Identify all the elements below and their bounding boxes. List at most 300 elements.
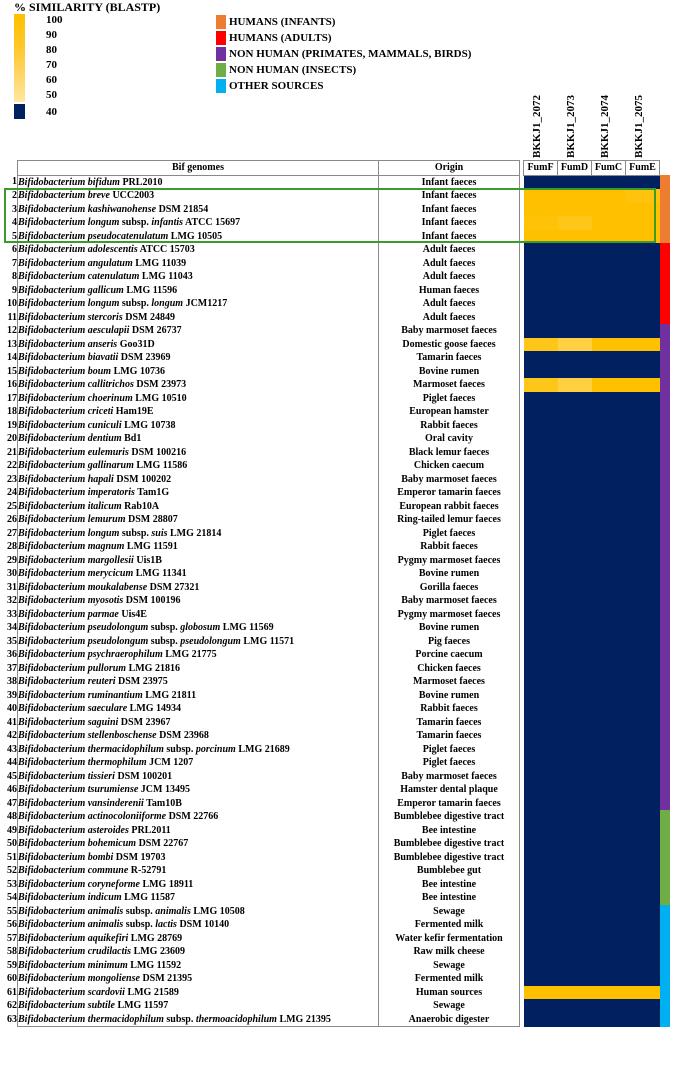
heatmap-cell bbox=[558, 284, 592, 298]
heatmap-cell bbox=[524, 567, 558, 581]
heatmap-cell bbox=[524, 486, 558, 500]
heatmap-cell bbox=[558, 297, 592, 311]
heatmap-cell bbox=[592, 270, 626, 284]
genome-origin: Bumblebee digestive tract bbox=[379, 810, 520, 824]
genome-strain: JCM 1207 bbox=[149, 757, 194, 768]
genome-species: Bifidobacterium pseudocatenulatum bbox=[18, 230, 169, 242]
genome-name bbox=[18, 905, 379, 919]
heatmap-cell bbox=[558, 554, 592, 568]
genome-name bbox=[18, 473, 379, 487]
table-row bbox=[3, 1013, 670, 1027]
row-number: 5 bbox=[12, 230, 17, 242]
genome-origin: Marmoset faeces bbox=[379, 675, 520, 689]
heatmap-cell bbox=[558, 432, 592, 446]
genome-origin: Sewage bbox=[379, 905, 520, 919]
genome-strain: DSM 23975 bbox=[118, 676, 168, 687]
genome-name bbox=[18, 527, 379, 541]
genome-species: Bifidobacterium parmae bbox=[18, 608, 119, 620]
heatmap-cell bbox=[626, 864, 660, 878]
genome-strain: DSM 100216 bbox=[131, 446, 187, 458]
table-row bbox=[3, 635, 670, 649]
genome-origin: Emperor tamarin faeces bbox=[379, 797, 520, 811]
genome-species: Bifidobacterium minimum bbox=[18, 959, 128, 971]
highlight-box bbox=[4, 188, 656, 243]
genome-strain: Ham19E bbox=[115, 406, 154, 417]
table-row bbox=[3, 878, 670, 892]
heatmap-cell bbox=[524, 783, 558, 797]
heatmap-cell bbox=[592, 662, 626, 676]
row-number: 58 bbox=[7, 946, 17, 957]
row-number: 51 bbox=[7, 851, 17, 863]
genome-strain: R-52791 bbox=[130, 865, 167, 876]
genome-name bbox=[18, 986, 379, 1000]
genome-name bbox=[18, 837, 379, 851]
heatmap-cell bbox=[626, 729, 660, 743]
heatmap-cell bbox=[592, 567, 626, 581]
genome-name bbox=[18, 662, 379, 676]
genome-origin: Infant faeces bbox=[379, 189, 520, 203]
heatmap-cell bbox=[626, 419, 660, 433]
genome-species: Bifidobacterium gallinarum bbox=[18, 460, 134, 471]
heatmap-cell bbox=[524, 608, 558, 622]
heatmap-cell bbox=[592, 446, 626, 460]
genome-name bbox=[18, 972, 379, 986]
genome-species: longum bbox=[151, 298, 184, 309]
genome-subsp: subsp. bbox=[166, 1013, 194, 1025]
genome-species: Bifidobacterium adolescentis bbox=[18, 244, 138, 255]
heatmap-cell bbox=[626, 324, 660, 338]
group-color-cell bbox=[660, 918, 671, 932]
genome-name bbox=[18, 581, 379, 595]
genome-name bbox=[18, 675, 379, 689]
heatmap-cell bbox=[592, 540, 626, 554]
heatmap-cell bbox=[524, 540, 558, 554]
row-number: 62 bbox=[7, 1000, 17, 1011]
heatmap-cell bbox=[592, 878, 626, 892]
genome-origin: Bumblebee digestive tract bbox=[379, 851, 520, 865]
table-row bbox=[3, 959, 670, 973]
genome-strain: LMG 28769 bbox=[130, 932, 183, 944]
heatmap-cell bbox=[592, 594, 626, 608]
genome-genus: Bifidobacterium pseudolongum bbox=[18, 635, 149, 647]
genome-origin: Gorilla faeces bbox=[379, 581, 520, 595]
heatmap-cell bbox=[558, 351, 592, 365]
row-number: 46 bbox=[7, 784, 17, 795]
genome-strain: LMG 10508 bbox=[193, 905, 245, 917]
heatmap-cell bbox=[524, 324, 558, 338]
genome-name bbox=[18, 932, 379, 946]
row-number: 61 bbox=[7, 986, 17, 998]
heatmap-cell bbox=[626, 891, 660, 905]
row-number: 30 bbox=[7, 568, 17, 579]
heatmap-cell bbox=[524, 297, 558, 311]
heatmap-cell bbox=[592, 500, 626, 514]
genome-species: Bifidobacterium saeculare bbox=[18, 703, 128, 714]
row-number: 4 bbox=[12, 217, 17, 228]
heatmap-cell bbox=[558, 756, 592, 770]
table-row bbox=[3, 554, 670, 568]
heatmap-cell bbox=[626, 284, 660, 298]
heatmap-cell bbox=[626, 473, 660, 487]
genome-subsp: subsp. bbox=[125, 919, 153, 930]
genome-subsp: subsp. bbox=[150, 622, 178, 633]
heatmap-cell bbox=[524, 459, 558, 473]
table-header bbox=[3, 161, 670, 176]
genome-origin: Fermented milk bbox=[379, 972, 520, 986]
genome-origin: European hamster bbox=[379, 405, 520, 419]
genome-name bbox=[18, 297, 379, 311]
genome-subsp: subsp. bbox=[121, 298, 149, 309]
row-number: 6 bbox=[12, 244, 17, 255]
heatmap-cell bbox=[558, 270, 592, 284]
heatmap-cell bbox=[524, 581, 558, 595]
genome-species: Bifidobacterium bombi bbox=[18, 851, 114, 863]
group-color-cell bbox=[660, 675, 671, 689]
heatmap-cell bbox=[558, 324, 592, 338]
heatmap-cell bbox=[592, 999, 626, 1013]
genome-species: thermoacidophilum bbox=[195, 1013, 277, 1025]
heatmap-cell bbox=[558, 446, 592, 460]
heatmap-cell bbox=[592, 392, 626, 406]
row-number: 9 bbox=[12, 284, 17, 296]
table-body bbox=[3, 175, 670, 1027]
heatmap-cell bbox=[558, 405, 592, 419]
heatmap-cell bbox=[626, 311, 660, 325]
genome-strain: LMG 21689 bbox=[238, 743, 290, 755]
genome-species: Bifidobacterium hapali bbox=[18, 473, 114, 485]
table-row bbox=[3, 486, 670, 500]
row-number: 13 bbox=[7, 338, 17, 350]
genome-origin: Bee intestine bbox=[379, 878, 520, 892]
heatmap-cell bbox=[558, 743, 592, 757]
table-row bbox=[3, 608, 670, 622]
heatmap-cell bbox=[524, 851, 558, 865]
genome-origin: Baby marmoset faeces bbox=[379, 473, 520, 487]
heatmap-cell bbox=[592, 311, 626, 325]
genome-strain: Uis4E bbox=[121, 608, 147, 620]
heatmap-cell bbox=[592, 621, 626, 635]
heatmap-cell bbox=[558, 540, 592, 554]
heatmap-cell bbox=[626, 878, 660, 892]
heatmap-cell bbox=[524, 662, 558, 676]
heatmap-cell bbox=[524, 729, 558, 743]
heatmap-cell bbox=[626, 702, 660, 716]
group-color-cell bbox=[660, 500, 671, 514]
group-color-cell bbox=[660, 270, 671, 284]
genome-species: Bifidobacterium stellenboschense bbox=[18, 730, 157, 741]
row-number: 55 bbox=[7, 905, 17, 917]
row-number: 34 bbox=[7, 622, 17, 633]
heatmap-cell bbox=[592, 702, 626, 716]
heatmap-cell bbox=[524, 446, 558, 460]
genome-subsp: subsp. bbox=[125, 905, 153, 917]
genome-species: Bifidobacterium stercoris bbox=[18, 311, 123, 323]
row-number: 45 bbox=[7, 770, 17, 782]
genome-origin: Sewage bbox=[379, 959, 520, 973]
group-color-cell bbox=[660, 999, 671, 1013]
genome-origin: Sewage bbox=[379, 999, 520, 1013]
genome-name bbox=[18, 567, 379, 581]
heatmap-cell bbox=[558, 392, 592, 406]
row-number: 31 bbox=[7, 581, 17, 593]
table-row bbox=[3, 743, 670, 757]
genome-origin: Baby marmoset faeces bbox=[379, 324, 520, 338]
genome-name bbox=[18, 378, 379, 392]
genome-name bbox=[18, 783, 379, 797]
heatmap-cell bbox=[524, 756, 558, 770]
genome-origin: Oral cavity bbox=[379, 432, 520, 446]
genome-strain: DSM 23969 bbox=[120, 352, 171, 363]
heatmap-cell bbox=[592, 473, 626, 487]
genome-name bbox=[18, 648, 379, 662]
genome-strain: DSM 100196 bbox=[125, 595, 181, 606]
heatmap-cell bbox=[626, 797, 660, 811]
row-number: 8 bbox=[12, 271, 17, 282]
heatmap-cell bbox=[524, 473, 558, 487]
genome-name bbox=[18, 324, 379, 338]
group-color-cell bbox=[660, 203, 671, 217]
genome-strain: JCM1217 bbox=[185, 298, 228, 309]
genome-strain: LMG 11592 bbox=[130, 959, 182, 971]
heatmap-cell bbox=[524, 270, 558, 284]
group-color-cell bbox=[660, 513, 671, 527]
heatmap-cell bbox=[524, 311, 558, 325]
heatmap-cell bbox=[558, 810, 592, 824]
heatmap-cell bbox=[558, 257, 592, 271]
genome-name bbox=[18, 459, 379, 473]
heatmap-cell bbox=[626, 581, 660, 595]
genome-origin: Piglet faeces bbox=[379, 527, 520, 541]
heatmap-cell bbox=[524, 419, 558, 433]
genome-strain: Goo31D bbox=[119, 338, 155, 350]
genome-name bbox=[18, 257, 379, 271]
genome-strain: LMG 10505 bbox=[170, 230, 223, 242]
genome-origin: Human faeces bbox=[379, 284, 520, 298]
heatmap-cell bbox=[626, 945, 660, 959]
header-gene-3: FumE bbox=[626, 161, 660, 176]
row-number: 15 bbox=[7, 365, 17, 377]
genome-strain: ATCC 15703 bbox=[139, 244, 195, 255]
heatmap-cell bbox=[592, 945, 626, 959]
group-color-cell bbox=[660, 486, 671, 500]
heatmap-cell bbox=[558, 702, 592, 716]
table-row bbox=[3, 986, 670, 1000]
group-color-cell bbox=[660, 729, 671, 743]
heatmap-cell bbox=[592, 851, 626, 865]
group-color-cell bbox=[660, 608, 671, 622]
heatmap-cell bbox=[524, 743, 558, 757]
genome-name bbox=[18, 500, 379, 514]
genome-species: suis bbox=[151, 527, 168, 539]
heatmap-cell bbox=[524, 891, 558, 905]
heatmap-cell bbox=[558, 999, 592, 1013]
group-color-cell bbox=[660, 743, 671, 757]
genome-origin: Tamarin faeces bbox=[379, 729, 520, 743]
genome-name bbox=[18, 689, 379, 703]
heatmap-cell bbox=[592, 756, 626, 770]
genome-strain: Tam1G bbox=[137, 487, 170, 498]
heatmap-cell bbox=[558, 824, 592, 838]
heatmap-cell bbox=[592, 554, 626, 568]
strain-label: BKKJ1_2074 bbox=[599, 95, 611, 158]
genome-strain: DSM 10140 bbox=[179, 919, 230, 930]
heatmap-cell bbox=[524, 959, 558, 973]
heatmap-cell bbox=[626, 635, 660, 649]
genome-origin: Adult faeces bbox=[379, 270, 520, 284]
genome-subsp: subsp. bbox=[121, 527, 149, 539]
row-number: 40 bbox=[7, 703, 17, 714]
heatmap-cell bbox=[558, 783, 592, 797]
row-number: 41 bbox=[7, 716, 17, 728]
heatmap-cell bbox=[626, 257, 660, 271]
table-row bbox=[3, 446, 670, 460]
row-number: 42 bbox=[7, 730, 17, 741]
genome-species: Bifidobacterium imperatoris bbox=[18, 487, 135, 498]
genome-species: Bifidobacterium bifidum bbox=[18, 176, 120, 188]
genome-origin: Human sources bbox=[379, 986, 520, 1000]
heatmap-cell bbox=[626, 270, 660, 284]
header-num bbox=[3, 161, 18, 176]
genome-name bbox=[18, 540, 379, 554]
genome-species: Bifidobacterium magnum bbox=[18, 541, 125, 552]
heatmap-cell bbox=[592, 810, 626, 824]
genome-name bbox=[18, 797, 379, 811]
row-number: 24 bbox=[7, 487, 17, 498]
genome-species: Bifidobacterium actinocoloniiforme bbox=[18, 811, 167, 822]
heatmap-cell bbox=[524, 405, 558, 419]
heatmap-cell bbox=[626, 513, 660, 527]
genome-strain: LMG 21814 bbox=[170, 527, 222, 539]
genome-origin: Bumblebee digestive tract bbox=[379, 837, 520, 851]
genome-strain: Rab10A bbox=[124, 500, 160, 512]
table-row bbox=[3, 432, 670, 446]
genome-name bbox=[18, 608, 379, 622]
genome-origin: Bovine rumen bbox=[379, 621, 520, 635]
genome-origin: Adult faeces bbox=[379, 297, 520, 311]
row-number: 23 bbox=[7, 473, 17, 485]
group-color-cell bbox=[660, 1013, 671, 1027]
heatmap-cell bbox=[524, 257, 558, 271]
group-color-cell bbox=[660, 311, 671, 325]
row-number: 52 bbox=[7, 865, 17, 876]
heatmap-cell bbox=[558, 311, 592, 325]
genome-strain: DSM 23973 bbox=[136, 379, 187, 390]
heatmap-cell bbox=[558, 648, 592, 662]
heatmap-cell bbox=[524, 554, 558, 568]
genome-origin: Water kefir fermentation bbox=[379, 932, 520, 946]
heatmap-cell bbox=[592, 837, 626, 851]
genome-origin: Tamarin faeces bbox=[379, 351, 520, 365]
genome-name bbox=[18, 243, 379, 257]
group-color-cell bbox=[660, 405, 671, 419]
genome-species: Bifidobacterium catenulatum bbox=[18, 271, 140, 282]
table-row bbox=[3, 648, 670, 662]
heatmap-cell bbox=[524, 621, 558, 635]
genome-species: Bifidobacterium breve bbox=[18, 190, 110, 201]
genome-name bbox=[18, 392, 379, 406]
heatmap-cell bbox=[558, 878, 592, 892]
heatmap-cell bbox=[626, 824, 660, 838]
genome-species: Bifidobacterium dentium bbox=[18, 433, 122, 444]
table-row bbox=[3, 311, 670, 325]
genome-strain: LMG 11597 bbox=[117, 1000, 169, 1011]
genome-origin: Hamster dental plaque bbox=[379, 783, 520, 797]
heatmap-cell bbox=[592, 513, 626, 527]
genome-origin: Adult faeces bbox=[379, 311, 520, 325]
heatmap-cell bbox=[592, 986, 626, 1000]
heatmap-cell bbox=[558, 918, 592, 932]
heatmap-cell bbox=[626, 689, 660, 703]
genome-species: Bifidobacterium lemurum bbox=[18, 514, 126, 525]
table-row bbox=[3, 972, 670, 986]
genome-name bbox=[18, 419, 379, 433]
genome-species: Bifidobacterium moukalabense bbox=[18, 581, 148, 593]
genome-origin: Fermented milk bbox=[379, 918, 520, 932]
table-row bbox=[3, 270, 670, 284]
genome-strain: JCM 13495 bbox=[140, 784, 190, 795]
heatmap-cell bbox=[626, 432, 660, 446]
table-row bbox=[3, 689, 670, 703]
genome-origin: Adult faeces bbox=[379, 243, 520, 257]
genome-name bbox=[18, 175, 379, 189]
heatmap-cell bbox=[524, 594, 558, 608]
row-number: 18 bbox=[7, 406, 17, 417]
heatmap-cell bbox=[558, 513, 592, 527]
genome-origin: Infant faeces bbox=[379, 216, 520, 230]
genome-genus: Bifidobacterium animalis bbox=[18, 919, 124, 930]
group-color-cell bbox=[660, 797, 671, 811]
row-number: 17 bbox=[7, 392, 17, 404]
row-number: 12 bbox=[7, 325, 17, 336]
row-number: 10 bbox=[7, 298, 17, 309]
genome-genus: Bifidobacterium thermacidophilum bbox=[18, 743, 164, 755]
genome-strain: DSM 24849 bbox=[125, 311, 175, 323]
heatmap-cell bbox=[592, 405, 626, 419]
heatmap-cell bbox=[592, 351, 626, 365]
table-row bbox=[3, 243, 670, 257]
genome-strain: LMG 10736 bbox=[113, 365, 165, 377]
genome-name bbox=[18, 432, 379, 446]
scale-dark-swatch bbox=[14, 104, 25, 119]
row-number: 44 bbox=[7, 757, 17, 768]
heatmap-cell bbox=[558, 486, 592, 500]
genome-strain: UCC2003 bbox=[112, 190, 155, 201]
row-number: 26 bbox=[7, 514, 17, 525]
table-row bbox=[3, 675, 670, 689]
genome-strain: DSM 100202 bbox=[116, 473, 172, 485]
heatmap-cell bbox=[592, 378, 626, 392]
heatmap-cell bbox=[626, 459, 660, 473]
genome-species: Bifidobacterium margollesii bbox=[18, 554, 134, 566]
heatmap-cell bbox=[524, 175, 558, 189]
group-color-cell bbox=[660, 594, 671, 608]
table-row bbox=[3, 594, 670, 608]
group-color-cell bbox=[660, 662, 671, 676]
group-color-cell bbox=[660, 554, 671, 568]
heatmap-cell bbox=[592, 1013, 626, 1027]
group-color-cell bbox=[660, 959, 671, 973]
row-number: 33 bbox=[7, 608, 17, 620]
table-row bbox=[3, 783, 670, 797]
row-number: 39 bbox=[7, 689, 17, 701]
heatmap-cell bbox=[626, 918, 660, 932]
row-number: 20 bbox=[7, 433, 17, 444]
genome-origin: Piglet faeces bbox=[379, 756, 520, 770]
scale-tick-label: 70 bbox=[46, 59, 57, 71]
genome-name bbox=[18, 554, 379, 568]
table-row bbox=[3, 662, 670, 676]
row-number: 53 bbox=[7, 878, 17, 890]
